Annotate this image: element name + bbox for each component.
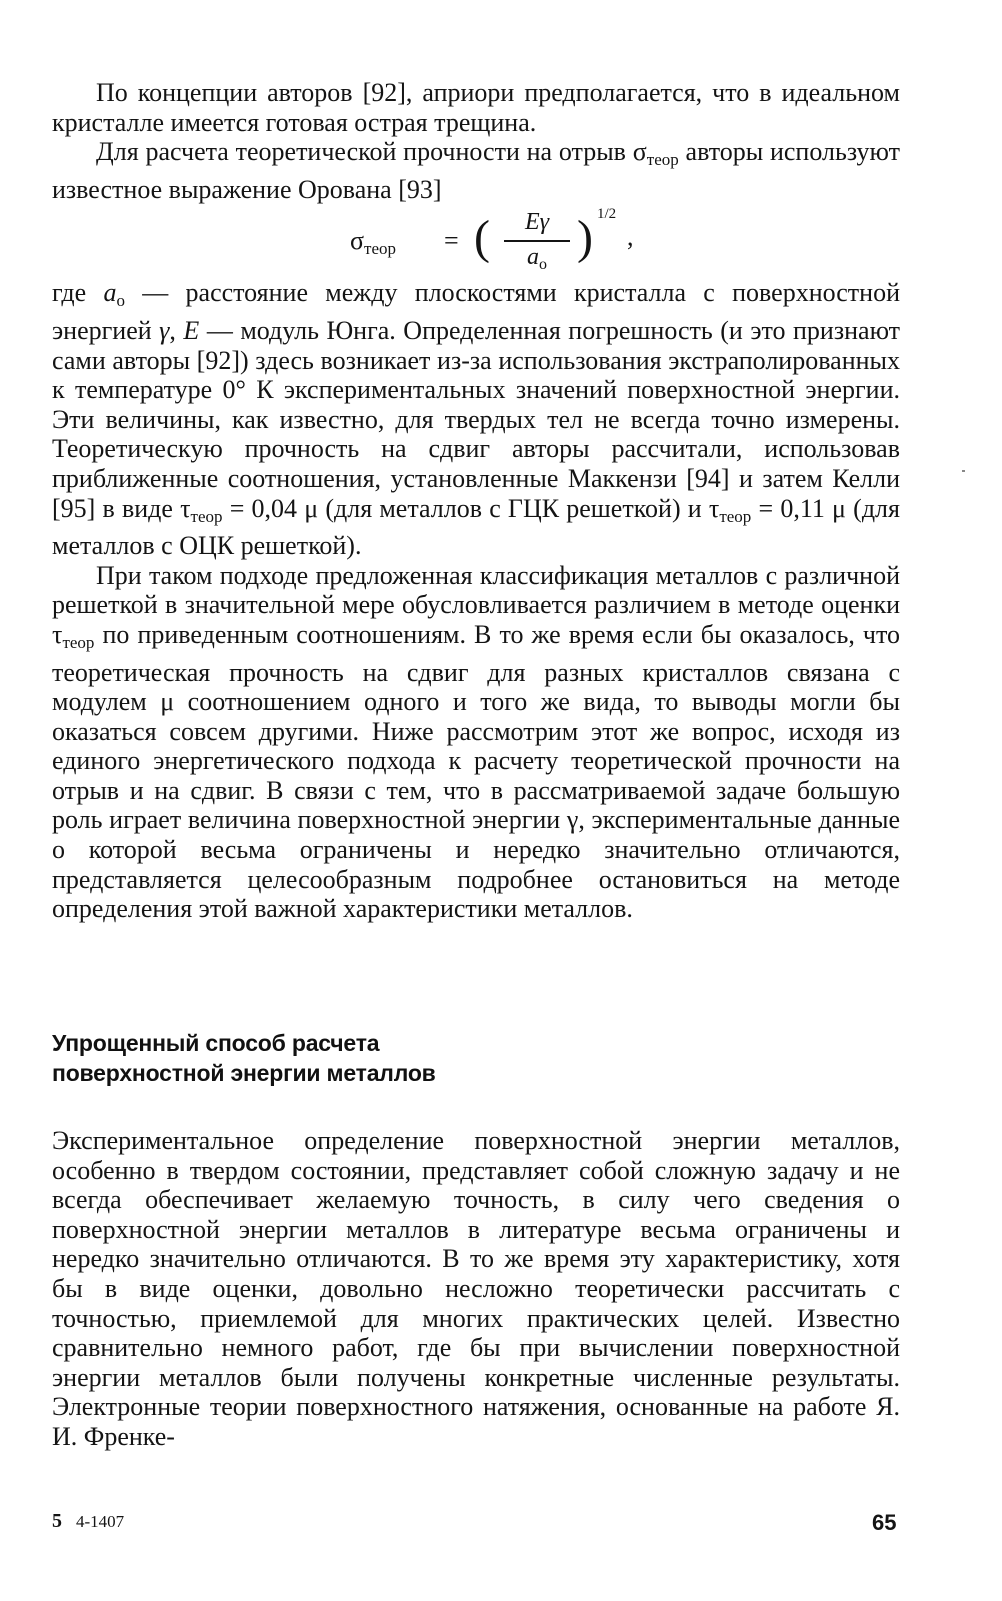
section-heading-line-2: поверхностной энергии металлов xyxy=(52,1060,436,1086)
formula-fraction-bar xyxy=(504,240,570,242)
formula-comma: , xyxy=(627,222,634,252)
formula-exponent: 1/2 xyxy=(597,206,617,223)
p3-gamma: γ xyxy=(159,315,170,345)
p3-text-6: = 0,11 μ (для металлов с ОЦК решеткой). xyxy=(52,493,900,561)
sigma-subscript: теор xyxy=(646,150,679,170)
p3-tau-subscript-1: теор xyxy=(190,506,223,526)
p3-text-3: , xyxy=(169,315,184,345)
section-body xyxy=(52,1126,900,1452)
formula-denominator-var: a xyxy=(527,244,539,271)
section-heading xyxy=(52,1028,436,1088)
paragraph-2-text-b: авторы используют известное выражение Орована [93] xyxy=(52,137,900,204)
page-number: 65 xyxy=(872,1510,897,1535)
formula-paren-right: ) xyxy=(577,211,593,265)
p3-a0-subscript: o xyxy=(116,291,125,311)
formula-denominator-subscript: o xyxy=(539,256,547,274)
page-body xyxy=(52,78,900,924)
formula-lhs xyxy=(350,226,396,259)
section-heading-line-1: Упрощенный способ расчета xyxy=(52,1030,380,1056)
formula-sigma-subscript: теор xyxy=(364,239,396,259)
print-code: 4-1407 xyxy=(76,1512,125,1531)
p3-text-1: где xyxy=(52,278,104,308)
p3-text-5: = 0,04 μ (для металлов с ГЦК решеткой) и τ xyxy=(222,493,720,523)
formula-equals: = xyxy=(444,226,459,256)
p4-text-1: При таком подходе предложенная классификация металлов с различной решеткой в значительной мере обусловливается различием в методе оценки τ xyxy=(52,560,900,649)
p3-E: E xyxy=(183,315,200,345)
p3-text-4: — модуль Юнга. Определенная погрешность (и это признают сами авторы [92]) здесь возникает из-за использования экстраполированных к температуре 0° К экспериментальных значений поверхностной энергии. Эти величины, как известно, для твердых тел не всегда точно измерены. Теоретическую прочность на сдвиг авторы рассчитали, использовав приближенные соотношения, установленные Маккензи [94] и затем Келли [95] в виде τ xyxy=(52,315,901,523)
formula-paren-left: ( xyxy=(474,211,490,265)
paragraph-1: По концепции авторов [92], априори предполагается, что в идеальном кристалле имеется готовая острая трещина. xyxy=(52,78,900,137)
paragraph-5: Экспериментальное определение поверхностной энергии металлов, особенно в твердом состоянии, представляет собой сложную задачу и не всегда обеспечивает желаемую точность, в силу чего сведения о поверхностной энергии металлов в литературе весьма ограничены и нередко значительно отличаются. В то же время эту характеристику, хотя бы в виде оценки, довольно несложно теоретически рассчитать с точностью, приемлемой для многих практических целей. Известно сравнительно немного работ, где бы при вычислении поверхностной энергии металлов были получены конкретные численные результаты. Электронные теории поверхностного натяжения, основанные на работе Я. И. Френке- xyxy=(52,1126,900,1451)
signature-mark: 5 xyxy=(52,1510,62,1532)
p4-text-2: по приведенным соотношениям. В то же время если бы оказалось, что теоретическая прочность на сдвиг для разных кристаллов связана с модулем μ соотношением одного и того же вида, то выводы могли бы оказаться совсем другими. Ниже рассмотрим этот же вопрос, исходя из единого энергетического подхода к расчету теоретической прочности на отрыв и на сдвиг. В связи с тем, что в рассматриваемой задаче большую роль играет величина поверхностной энергии γ, экспериментальные данные о которой весьма ограничены и нередко значительно отличаются, представляется целесообразным подробнее остановиться на методе определения этой важной характеристики металлов. xyxy=(52,619,900,924)
formula-denominator xyxy=(504,244,570,274)
footer-signature xyxy=(52,1510,124,1533)
paragraph-3 xyxy=(52,278,900,560)
p3-text-2: — расстояние между плоскостями кристалла с поверхностной энергией xyxy=(52,278,900,345)
print-speck xyxy=(962,470,965,472)
paragraph-4 xyxy=(52,561,900,924)
formula-sigma: σ xyxy=(350,226,365,256)
orowan-formula xyxy=(52,204,900,278)
paragraph-2-text-a: Для расчета теоретической прочности на отрыв σ xyxy=(96,137,647,167)
p4-tau-subscript: теор xyxy=(62,632,95,652)
paragraph-2 xyxy=(52,137,900,204)
p3-tau-subscript-2: теор xyxy=(719,506,752,526)
formula-numerator: Eγ xyxy=(524,209,550,236)
p3-a0: a xyxy=(103,278,117,308)
